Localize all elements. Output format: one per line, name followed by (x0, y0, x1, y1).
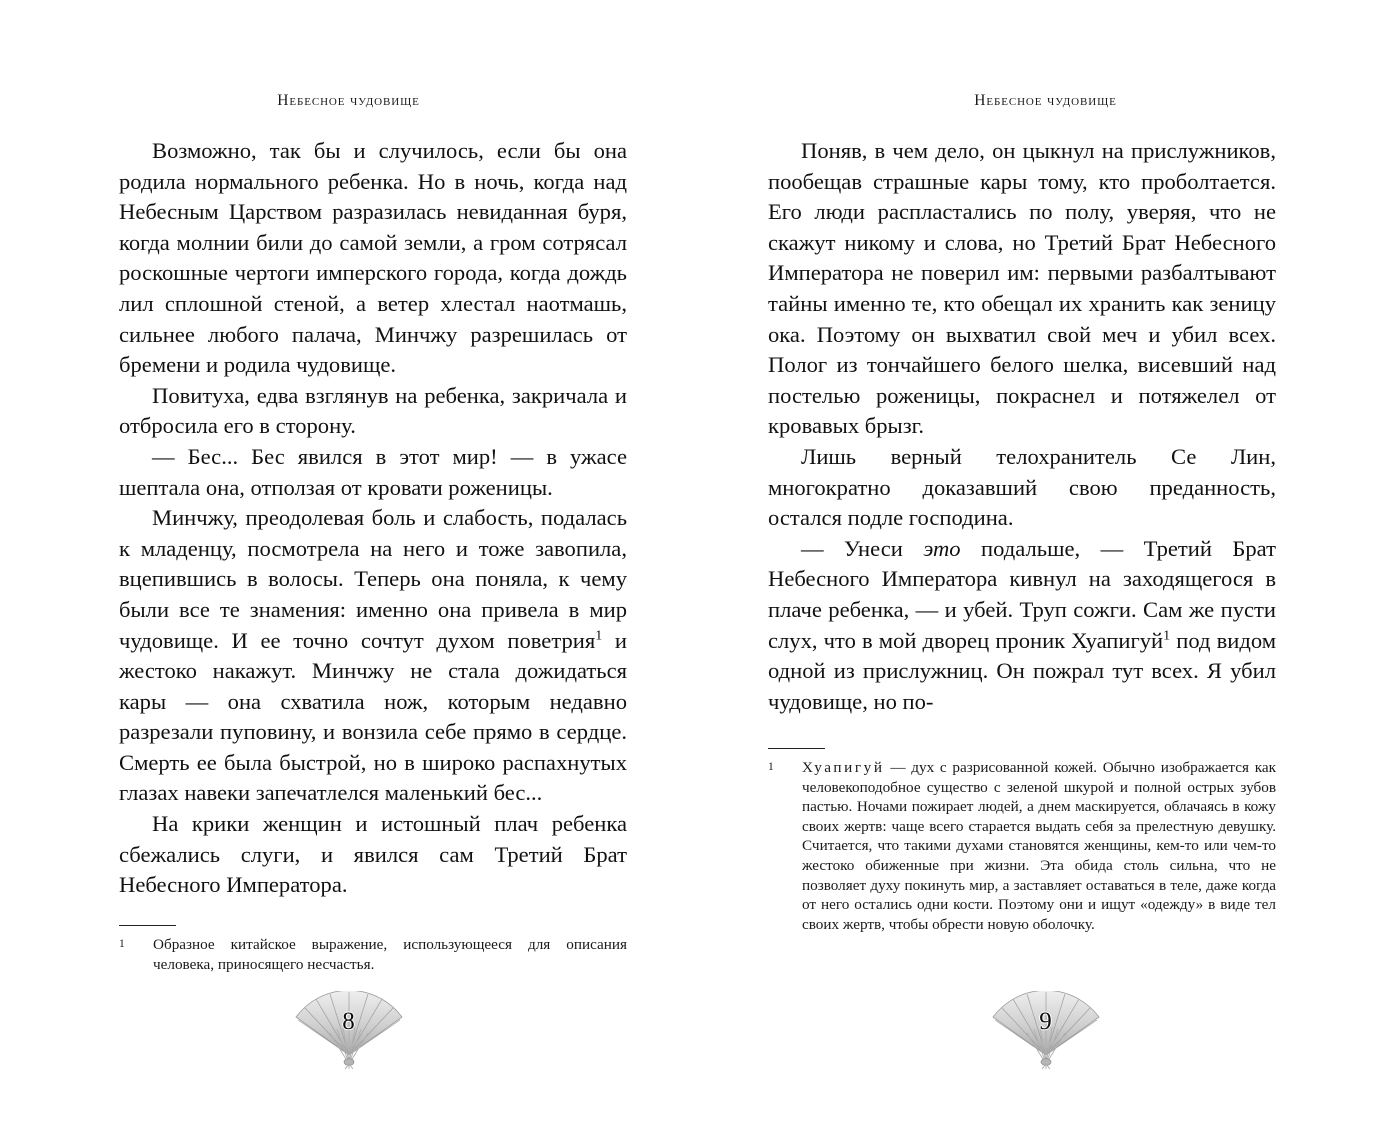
paragraph: Повитуха, едва взглянув на ребенка, закричала и отбросила его в сторону. (119, 382, 627, 439)
running-head-left: Небесное чудовище (277, 92, 420, 109)
paragraph: Поняв, в чем дело, он цыкнул на прислужников, пообещав страшные кары тому, кто проболтается. Его люди распластались по полу, уверяя, что не скажут никому и слова, но Третий Брат Небесного Императора не поверил им: первыми разбалтывают тайны именно те, кто обещал их хранить как зеницу ока. Поэтому он выхватил свой меч и убил всех. Полог из тончайшего белого шелка, висевший над постелью роженицы, покраснел и потяжелел от кровавых брызг. (768, 138, 1276, 439)
fan-ornament-right (987, 991, 1105, 1069)
paragraph: Лишь верный телохранитель Се Лин, многократно доказавший свою преданность, остался подле господина. (768, 443, 1276, 531)
page-right (697, 0, 1394, 1125)
footnote-marker: 1 (119, 938, 125, 950)
footnote-term: Хуапигуй (802, 759, 885, 776)
paragraph: — Унеси это подальше, — Третий Брат Небесного Императора кивнул на заходящегося в плаче ребенка, — и убей. Труп сожги. Сам же пусти слух, что в мой дворец проник Хуапигуй$^1$ под видом одной из прислужниц. Он пожрал тут всех. Я убил чудовище, но по- (768, 535, 1277, 714)
paragraph: Минчжу, преодолевая боль и слабость, подалась к младенцу, посмотрела на него и тоже завопила, вцепившись в волосы. Теперь она поняла, к чему были все те знамения: именно она привела в мир чудовище. И ее точно сочтут духом поветрия$^1$ и жестоко накажут. Минчжу не стала дожидаться кары — она схватила нож, которым недавно разрезали пуповину, и вонзила себе прямо в сердце. Смерть ее была быстрой, но в широко распахнутых глазах навеки запечатлелся маленький бес... (119, 505, 627, 806)
footnote-rule (768, 748, 825, 749)
footnote-block-left (119, 925, 627, 974)
footnote-text (802, 758, 1276, 934)
footnote-definition: — дух с разрисованной кожей. Обычно изображается как человекоподобное существо с зеленой шкурой и полной острых зубов пастью. Ночами пожирает людей, а днем маскируется, облачаясь в кожу своих жертв: чаще всего старается выдать себя за прелестную девушку. Считается, что такими духами становятся женщины, кем-то или чем-то жестоко обиженные при жизни. Эта обида столь сильна, что не позволяет духу покинуть мир, а заставляет оставаться в теле, даже когда от него остались одни кости. Поэтому они и ищут «одежду» в виде тел своих жертв, чтобы обрести новую оболочку. (802, 759, 1276, 933)
paragraph: Возможно, так бы и случилось, если бы она родила нормального ребенка. Но в ночь, когда над Небесным Царством разразилась невиданная буря, когда молнии били до самой земли, а гром сотрясал роскошные чертоги имперского города, когда дождь лил сплошной стеной, а ветер хлестал наотмашь, сильнее любого палача, Минчжу разрешилась от бремени и родила чудовище. (119, 138, 627, 378)
folio-left (0, 991, 697, 1069)
fan-ornament-left (290, 991, 408, 1069)
paragraph: — Бес... Бес явился в этот мир! — в ужасе шептала она, отползая от кровати роженицы. (119, 443, 627, 500)
paragraph: На крики женщин и истошный плач ребенка сбежались слуги, и явился сам Третий Брат Небесного Императора. (119, 811, 627, 898)
body-text-left (119, 136, 627, 901)
page-number: 9 (1039, 1008, 1052, 1035)
footnote-block-right (768, 748, 1276, 934)
footnote-text: Образное китайское выражение, использующееся для описания человека, приносящего несчастья. (153, 936, 627, 973)
body-text-right (768, 136, 1276, 717)
footnote-item (768, 758, 1276, 934)
running-head-right: Небесное чудовище (974, 92, 1117, 109)
emphasis: это (923, 535, 961, 561)
folio-right (697, 991, 1394, 1069)
footnote-reference: 1 (1163, 627, 1171, 643)
footnote-rule (119, 925, 176, 926)
footnote-item (119, 935, 627, 974)
footnote-marker: 1 (768, 761, 774, 773)
footnote-reference: 1 (595, 627, 603, 643)
page-number: 8 (342, 1008, 355, 1035)
